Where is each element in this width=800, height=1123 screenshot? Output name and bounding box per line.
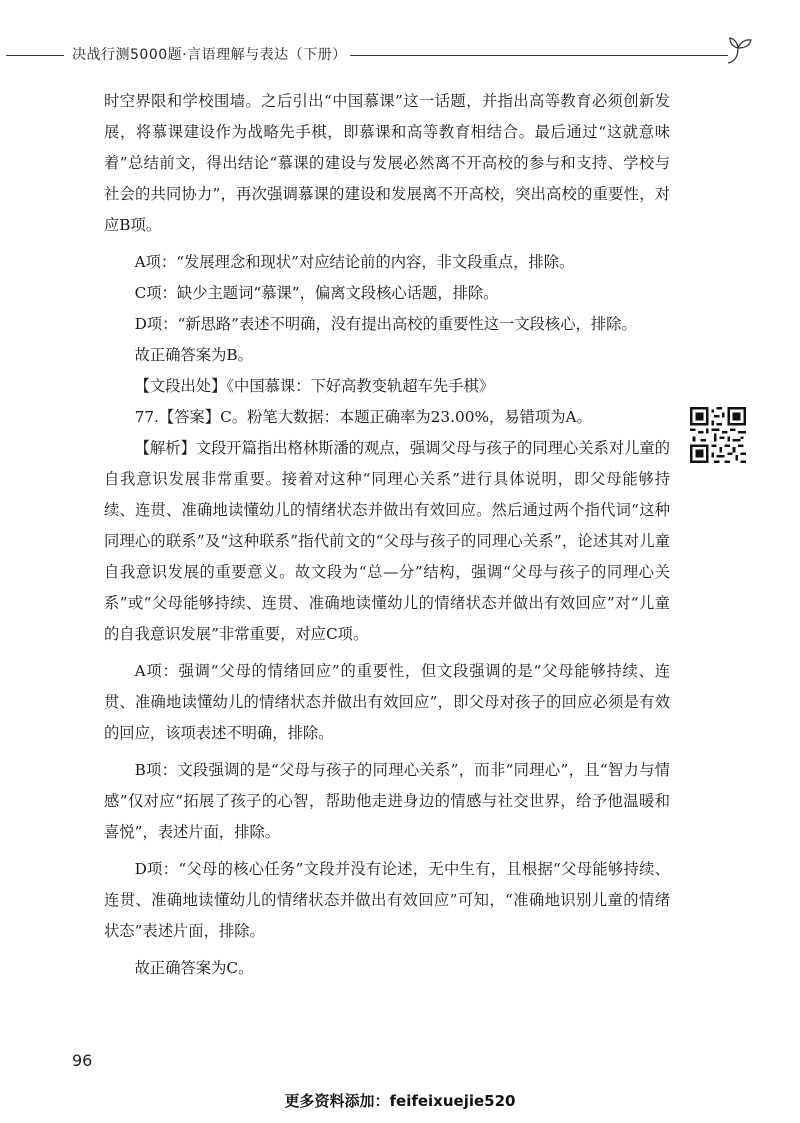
answer-conclusion: 故正确答案为B。 (134, 346, 253, 364)
header-rule-left (6, 55, 64, 56)
header-rule-right (350, 55, 728, 56)
paragraph-continuation: 时空界限和学校围墙。之后引出“中国慕课”这一话题，并指出高等教育必须创新发展，将慕课建设作为战略先手棋，即慕课和高等教育相结合。最后通过“这就意味着”总结前文，得出结论“慕课的建设与发展必然离不开高校的参与和支持、学校与社会的共同协力”，再次强调慕课的建设和发展离不开高校，突出高校的重要性，对应B项。 (104, 92, 670, 234)
q77-option-d-analysis: D项：“父母的核心任务”文段并没有论述，无中生有，且根据“父母能够持续、连贯、准确地读懂幼儿的情绪状态并做出有效回应”可知，“准确地识别儿童的情绪状态”表述片面，排除。 (104, 860, 670, 940)
source-note: 【文段出处】《中国慕课：下好高教变轨超车先手棋》 (134, 377, 495, 395)
page-body (104, 86, 670, 984)
footer-note: 更多资料添加：feifeixuejie520 (284, 1092, 516, 1110)
option-c-analysis: C项：缺少主题词“慕课”，偏离文段核心话题，排除。 (134, 284, 499, 302)
question-77-explanation: 【解析】文段开篇指出格林斯潘的观点，强调父母与孩子的同理心关系对儿童的自我意识发展非常重要。接着对这种“同理心关系”进行具体说明，即父母能够持续、连贯、准确地读懂幼儿的情绪状态并做出有效回应。然后通过两个指代词“这种同理心的联系”及“这种联系”指代前文的“父母与孩子的同理心关系”，论述其对儿童自我意识发展的重要意义。故文段为“总—分”结构，强调“父母与孩子的同理心关系”或“父母能够持续、连贯、准确地读懂幼儿的情绪状态并做出有效回应”对“儿童的自我意识发展”非常重要，对应C项。 (104, 439, 670, 643)
page-number: 96 (72, 1051, 93, 1070)
question-77-answer: 77.【答案】C。粉笔大数据：本题正确率为23.00%，易错项为A。 (134, 408, 592, 426)
option-a-analysis: A项：“发展理念和现状”对应结论前的内容，非文段重点，排除。 (134, 253, 575, 271)
option-d-analysis: D项：“新思路”表述不明确，没有提出高校的重要性这一文段核心，排除。 (134, 315, 637, 333)
sprout-icon (724, 34, 754, 64)
running-header (0, 34, 800, 74)
q77-answer-conclusion: 故正确答案为C。 (134, 959, 254, 977)
qr-code-icon[interactable] (690, 407, 746, 463)
q77-option-b-analysis: B项：文段强调的是“父母与孩子的同理心关系”，而非“同理心”，且“智力与情感”仅对应“拓展了孩子的心智，帮助他走进身边的情感与社交世界，给予他温暖和喜悦”，表述片面，排除。 (104, 761, 670, 841)
q77-option-a-analysis: A项：强调“父母的情绪回应”的重要性，但文段强调的是“父母能够持续、连贯、准确地读懂幼儿的情绪状态并做出有效回应”，即父母对孩子的回应必须是有效的回应，该项表述不明确，排除。 (104, 662, 670, 742)
book-title: 决战行测5000题·言语理解与表达（下册） (72, 47, 347, 63)
